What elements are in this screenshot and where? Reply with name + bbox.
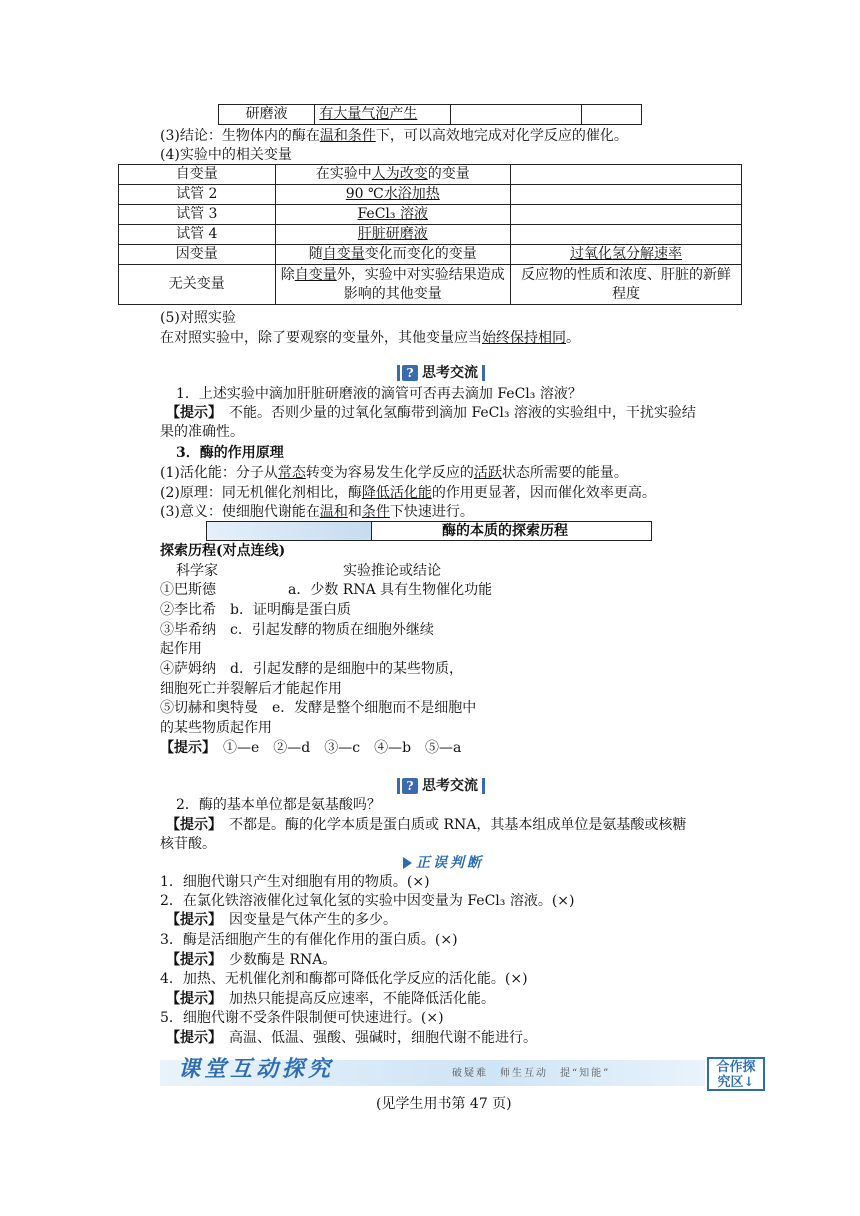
list-item: ⑤切赫和奥特曼 e．发酵是整个细胞而不是细胞中: [160, 700, 477, 716]
column-header: 实验推论或结论: [343, 563, 441, 579]
coop-badge[interactable]: 合作探 究区↓: [707, 1057, 765, 1091]
cell: 有大量气泡产生: [315, 105, 451, 125]
hint: 【提示】 加热只能提高反应速率，不能降低活化能。: [166, 991, 495, 1007]
cell: [510, 185, 741, 205]
conclusion: (3)结论：生物体内的酶在温和条件下，可以高效地完成对化学反应的催化。: [160, 128, 628, 144]
cell: [510, 165, 741, 185]
explore-title: 探索历程(对点连线): [160, 543, 286, 559]
hint-cont: 核苷酸。: [160, 836, 216, 852]
cell: 因变量: [119, 245, 276, 265]
hint: 【提示】 不都是。酶的化学本质是蛋白质或 RNA，其基本组成单位是氨基酸或核糖: [166, 817, 687, 833]
judge-banner: 正误判断: [403, 852, 484, 874]
cell: 试管 2: [119, 185, 276, 205]
think-banner: ? 思考交流: [395, 775, 487, 797]
control-text: 在对照实验中，除了要观察的变量外，其他变量应当始终保持相同。: [160, 330, 580, 346]
cell: 过氧化氢分解速率: [510, 245, 741, 265]
cell: [451, 105, 582, 125]
section-heading: 3．酶的作用原理: [176, 445, 284, 461]
list-item: 的某些物质起作用: [160, 720, 272, 736]
section-box: [206, 521, 652, 541]
cell: 试管 4: [119, 225, 276, 245]
cell: 自变量: [119, 165, 276, 185]
column-header: 科学家: [176, 563, 218, 579]
paragraph: (2)原理：同无机催化剂相比，酶降低活化能的作用更显著，因而催化效率更高。: [160, 485, 656, 501]
list-item: ②李比希 b．证明酶是蛋白质: [160, 602, 351, 618]
page-reference: (见学生用书第 47 页): [376, 1096, 512, 1112]
cell: 90 ℃水浴加热: [275, 185, 510, 205]
hint-cont: 果的准确性。: [160, 424, 244, 440]
think-banner: ? 思考交流: [395, 362, 487, 384]
cell: 试管 3: [119, 205, 276, 225]
question-icon: ?: [402, 365, 418, 381]
top-table: [218, 104, 642, 125]
list-item: 细胞死亡并裂解后才能起作用: [160, 681, 342, 697]
list-item: ③毕希纳 c．引起发酵的物质在细胞外继续: [160, 622, 434, 638]
list-item: ④萨姆纳 d．引起发酵的是细胞中的某些物质，: [160, 661, 463, 677]
footer-title: 课堂互动探究: [178, 1056, 335, 1082]
cell: 肝脏研磨液: [275, 225, 510, 245]
arrow-icon: [403, 857, 412, 869]
control-title: (5)对照实验: [160, 310, 236, 326]
judge-item: 3．酶是活细胞产生的有催化作用的蛋白质。(×): [160, 932, 458, 948]
bar-icon: [482, 778, 485, 794]
bar-icon: [482, 365, 485, 381]
cell: [510, 225, 741, 245]
bar-icon: [397, 365, 400, 381]
hint: 【提示】 ①—e ②—d ③—c ④—b ⑤—a: [160, 740, 462, 756]
cell: 反应物的性质和浓度、肝脏的新鲜程度: [510, 265, 741, 305]
question-1: 1．上述实验中滴加肝脏研磨液的滴管可否再去滴加 FeCl₃ 溶液？: [176, 386, 582, 402]
cell: [510, 205, 741, 225]
footer-subtitle: 破疑难 师生互动 提“知能”: [452, 1068, 611, 1079]
cell: FeCl₃ 溶液: [275, 205, 510, 225]
hint: 【提示】 高温、低温、强酸、强碱时，细胞代谢不能进行。: [166, 1030, 537, 1046]
cell: 除自变量外，实验中对实验结果造成影响的其他变量: [275, 265, 510, 305]
section-box-title: 酶的本质的探索历程: [442, 523, 568, 539]
judge-item: 1．细胞代谢只产生对细胞有用的物质。(×): [160, 874, 430, 890]
list-item: 起作用: [160, 641, 202, 657]
cell: 在实验中人为改变的变量: [275, 165, 510, 185]
hint: 【提示】 不能。否则少量的过氧化氢酶带到滴加 FeCl₃ 溶液的实验组中，干扰实验结: [166, 405, 696, 421]
judge-item: 4．加热、无机催化剂和酶都可降低化学反应的活化能。(×): [160, 971, 528, 987]
cell: [582, 105, 642, 125]
paragraph: (1)活化能：分子从常态转变为容易发生化学反应的活跃状态所需要的能量。: [160, 465, 628, 481]
question-icon: ?: [402, 778, 418, 794]
bar-icon: [397, 778, 400, 794]
list-item: a．少数 RNA 具有生物催化功能: [288, 582, 493, 598]
cell: 随自变量变化而变化的变量: [275, 245, 510, 265]
section-box-decor: [207, 522, 371, 540]
hint: 【提示】 因变量是气体产生的多少。: [166, 912, 397, 928]
hint: 【提示】 少数酶是 RNA。: [166, 952, 337, 968]
variables-table: [118, 164, 742, 305]
cell: 无关变量: [119, 265, 276, 305]
paragraph: (3)意义：使细胞代谢能在温和和条件下快速进行。: [160, 504, 474, 520]
judge-item: 5．细胞代谢不受条件限制便可快速进行。(×): [160, 1010, 444, 1026]
list-item: ①巴斯德: [160, 582, 216, 598]
vars-title: (4)实验中的相关变量: [160, 147, 292, 163]
judge-item: 2．在氯化铁溶液催化过氧化氢的实验中因变量为 FeCl₃ 溶液。(×): [160, 893, 575, 909]
question-2: 2．酶的基本单位都是氨基酸吗？: [176, 797, 381, 813]
cell: 研磨液: [219, 105, 315, 125]
